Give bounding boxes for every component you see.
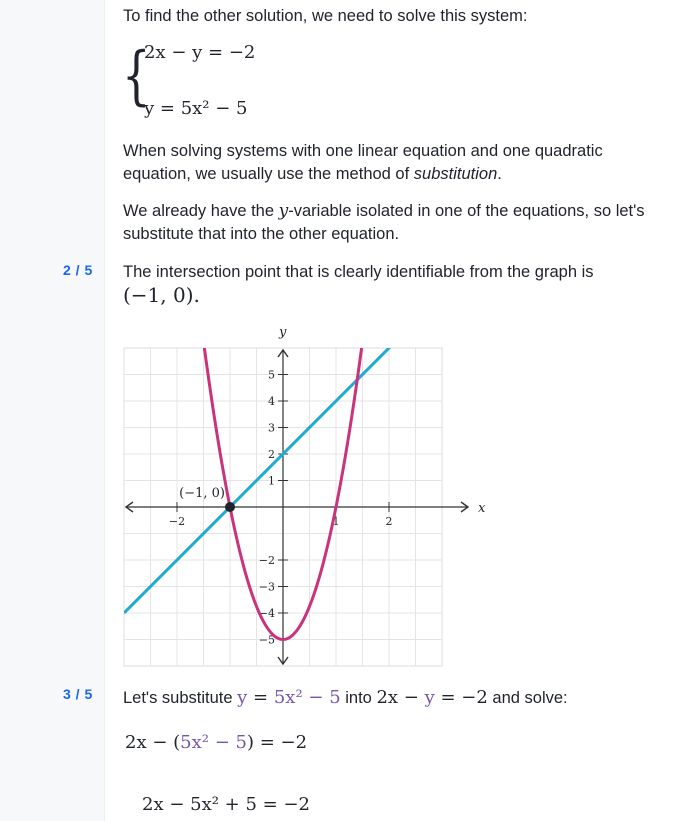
intro-line: To find the other solution, we need to solve this system: [123,7,528,25]
y-tick-label: 4 [268,395,275,408]
step3-target-y: y [424,687,435,708]
work-line-1 [125,732,307,753]
work-line-2: 2x − 5x² + 5 = −2 [142,794,310,815]
step3-target-a: 2x − [376,687,425,708]
para2-variable: y [278,201,289,221]
step3-target-b: = −2 [434,687,488,708]
y-tick-label: −2 [258,554,275,567]
para2-text-b: -variable isolated in one of the equations, so let's substitute that into the other equation. [123,202,645,243]
system-brace: { [122,39,151,113]
y-tick-label: −5 [258,633,275,647]
y-tick-label: −3 [258,580,275,594]
graph [122,320,486,672]
work-line-1-b: ) = −2 [246,732,308,753]
intersection-point [225,502,235,512]
y-tick-label: 2 [268,448,275,461]
step3-text-b: into [345,689,372,707]
step2-point: (−1, 0). [123,283,200,307]
substitution-paragraph [123,140,653,186]
step-label-2: 2 / 5 [63,262,93,278]
step-label-3: 3 / 5 [63,686,93,702]
step3-sub-eq: = [247,687,274,708]
equation-system [122,36,322,124]
system-equation-1: 2x − y = −2 [144,42,256,63]
y-axis-label: y [279,325,287,340]
step3-text-c: and solve: [492,689,568,707]
para2-text-a: We already have the [123,202,275,220]
y-tick-label: 1 [268,474,275,488]
para1-emphasis: substitution [413,165,498,183]
step3-text [123,686,653,710]
intersection-point-label: (−1, 0) [179,486,225,501]
y-tick-label: 3 [268,421,275,435]
x-axis-label: x [478,501,486,516]
work-line-1-mid: 5x² − 5 [180,732,247,753]
step2-text [123,261,653,309]
step3-sub-lhs: y [237,687,248,708]
system-equation-2: y = 5x² − 5 [144,98,248,119]
y-tick-label: −4 [258,607,275,620]
x-tick-label: 2 [385,515,393,528]
x-tick-label: −2 [168,515,186,528]
step3-sub-rhs: 5x² − 5 [273,687,341,708]
x-tick-label: 1 [332,515,340,528]
y-tick-label: 5 [268,368,275,382]
step2-sentence: The intersection point that is clearly identifiable from the graph is [123,263,594,281]
isolated-variable-paragraph [123,200,653,246]
work-line-1-a: 2x − ( [125,732,181,753]
para1-text: When solving systems with one linear equation and one quadratic equation, we usually use the method of [123,142,603,183]
para1-end: . [497,165,502,183]
graph-svg [122,320,486,672]
step3-text-a: Let's substitute [123,689,233,707]
